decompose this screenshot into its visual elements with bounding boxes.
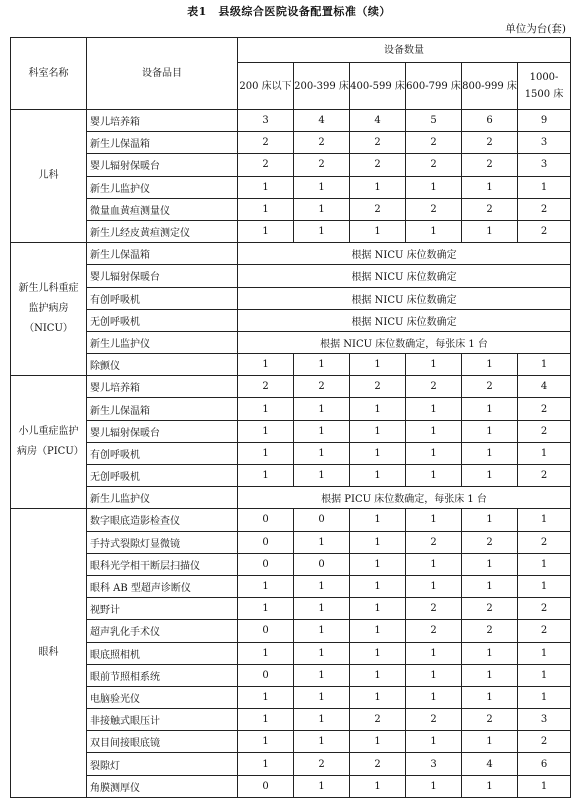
quantity-cell: 2: [350, 753, 406, 775]
equipment-item: 无创呼吸机: [87, 309, 238, 331]
quantity-cell: 1: [518, 664, 571, 686]
quantity-cell: 1: [462, 575, 518, 597]
quantity-cell: 1: [350, 509, 406, 531]
quantity-cell: 4: [294, 110, 350, 132]
quantity-cell: 1: [238, 709, 294, 731]
quantity-cell: 4: [518, 376, 571, 398]
quantity-cell: 1: [350, 420, 406, 442]
table-row: [11, 331, 571, 353]
quantity-cell: 1: [238, 176, 294, 198]
quantity-cell: 1: [238, 598, 294, 620]
quantity-cell: 1: [350, 775, 406, 797]
quantity-cell: 1: [294, 598, 350, 620]
quantity-cell: 3: [518, 154, 571, 176]
quantity-cell: 2: [238, 132, 294, 154]
quantity-cell: 2: [406, 531, 462, 553]
quantity-cell: 1: [350, 176, 406, 198]
quantity-cell: 1: [406, 553, 462, 575]
equipment-item: 新生儿经皮黄疸测定仪: [87, 220, 238, 242]
quantity-cell: 1: [518, 775, 571, 797]
quantity-cell: 1: [462, 465, 518, 487]
quantity-cell: 1: [238, 198, 294, 220]
quantity-cell: 1: [350, 686, 406, 708]
quantity-cell: 2: [518, 531, 571, 553]
quantity-cell: 1: [238, 731, 294, 753]
quantity-cell: 1: [462, 664, 518, 686]
quantity-cell: 2: [406, 376, 462, 398]
quantity-cell: 2: [462, 376, 518, 398]
quantity-cell: 1: [294, 198, 350, 220]
quantity-cell: 1: [462, 686, 518, 708]
quantity-cell: 1: [462, 420, 518, 442]
quantity-cell: 6: [518, 753, 571, 775]
equipment-item: 眼科光学相干断层扫描仪: [87, 553, 238, 575]
quantity-cell: 1: [406, 509, 462, 531]
quantity-cell: 3: [518, 709, 571, 731]
quantity-cell: 1: [462, 731, 518, 753]
table-row: [11, 287, 571, 309]
quantity-cell: 4: [462, 753, 518, 775]
equipment-item: 除颤仪: [87, 354, 238, 376]
header-dept: 科室名称: [11, 38, 87, 110]
equipment-item: 数字眼底造影检查仪: [87, 509, 238, 531]
table-row: [11, 442, 571, 464]
quantity-cell: 2: [294, 753, 350, 775]
equipment-item: 无创呼吸机: [87, 465, 238, 487]
quantity-cell: 1: [406, 642, 462, 664]
equipment-item: 婴儿培养箱: [87, 110, 238, 132]
quantity-cell: 1: [406, 775, 462, 797]
quantity-cell: 2: [350, 154, 406, 176]
quantity-cell: 1: [406, 465, 462, 487]
table-row: [11, 354, 571, 376]
quantity-cell: 1: [294, 398, 350, 420]
quantity-cell: 1: [238, 686, 294, 708]
quantity-cell: 2: [518, 420, 571, 442]
quantity-cell: 1: [350, 575, 406, 597]
table-row: [11, 376, 571, 398]
quantity-cell: 1: [462, 642, 518, 664]
quantity-cell: 2: [462, 132, 518, 154]
quantity-cell: 2: [350, 132, 406, 154]
quantity-cell: 1: [518, 354, 571, 376]
quantity-cell: 1: [238, 465, 294, 487]
quantity-cell: 2: [518, 598, 571, 620]
quantity-cell: 2: [294, 154, 350, 176]
table-title: 表1 县级综合医院设备配置标准（续）: [187, 5, 391, 18]
quantity-cell: 1: [350, 664, 406, 686]
quantity-cell: 1: [294, 531, 350, 553]
quantity-cell: 1: [518, 642, 571, 664]
equipment-item: 新生儿保温箱: [87, 398, 238, 420]
quantity-cell: 2: [518, 198, 571, 220]
quantity-cell: 1: [294, 642, 350, 664]
header-quantity: 设备数量: [238, 38, 571, 63]
table-row: [11, 132, 571, 154]
table-row: [11, 686, 571, 708]
table-row: [11, 176, 571, 198]
header-beds-0: 200 床以下: [238, 63, 294, 110]
quantity-cell: 1: [350, 642, 406, 664]
department-name: 眼科: [11, 509, 87, 797]
table-row: [11, 243, 571, 265]
equipment-item: 有创呼吸机: [87, 442, 238, 464]
quantity-cell: 1: [294, 442, 350, 464]
quantity-cell: 1: [406, 664, 462, 686]
equipment-item: 新生儿监护仪: [87, 176, 238, 198]
table-row: [11, 642, 571, 664]
quantity-cell: 2: [462, 154, 518, 176]
table-row: [11, 198, 571, 220]
quantity-cell: 1: [238, 398, 294, 420]
quantity-note: 根据 NICU 床位数确定: [238, 265, 571, 287]
quantity-cell: 1: [406, 442, 462, 464]
quantity-cell: 1: [294, 176, 350, 198]
department-name: 儿科: [11, 110, 87, 243]
header-beds-5: 1000-1500 床: [518, 63, 571, 110]
quantity-cell: 1: [350, 598, 406, 620]
table-row: [11, 598, 571, 620]
department-name: 小儿重症监护病房（PICU）: [11, 376, 87, 509]
equipment-item: 眼前节照相系统: [87, 664, 238, 686]
table-row: [11, 709, 571, 731]
table-row: [11, 509, 571, 531]
quantity-cell: 2: [406, 598, 462, 620]
quantity-cell: 2: [350, 709, 406, 731]
equipment-item: 有创呼吸机: [87, 287, 238, 309]
quantity-cell: 2: [294, 376, 350, 398]
quantity-cell: 1: [294, 664, 350, 686]
quantity-cell: 2: [462, 198, 518, 220]
quantity-cell: 1: [350, 442, 406, 464]
table-row: [11, 220, 571, 242]
equipment-item: 角膜测厚仪: [87, 775, 238, 797]
quantity-cell: 0: [238, 553, 294, 575]
quantity-note: 根据 NICU 床位数确定: [238, 287, 571, 309]
quantity-note: 根据 PICU 床位数确定，每张床 1 台: [238, 487, 571, 509]
quantity-cell: 1: [294, 220, 350, 242]
quantity-cell: 1: [406, 575, 462, 597]
quantity-cell: 2: [350, 198, 406, 220]
quantity-cell: 1: [294, 620, 350, 642]
header-beds-4: 800-999 床: [462, 63, 518, 110]
equipment-item: 婴儿辐射保暖台: [87, 420, 238, 442]
quantity-cell: 1: [238, 220, 294, 242]
equipment-table: [10, 37, 571, 798]
equipment-item: 视野计: [87, 598, 238, 620]
quantity-cell: 3: [406, 753, 462, 775]
table-row: [11, 154, 571, 176]
quantity-cell: 2: [406, 620, 462, 642]
quantity-note: 根据 NICU 床位数确定: [238, 309, 571, 331]
quantity-cell: 1: [294, 354, 350, 376]
quantity-cell: 1: [406, 398, 462, 420]
quantity-cell: 1: [238, 642, 294, 664]
quantity-cell: 1: [294, 775, 350, 797]
header-item: 设备品目: [87, 38, 238, 110]
table-row: [11, 487, 571, 509]
table-body: [11, 110, 571, 798]
table-row: [11, 753, 571, 775]
quantity-cell: 2: [406, 154, 462, 176]
quantity-cell: 1: [462, 775, 518, 797]
table-row: [11, 620, 571, 642]
equipment-item: 婴儿培养箱: [87, 376, 238, 398]
table-row: [11, 398, 571, 420]
table-row: [11, 664, 571, 686]
equipment-item: 新生儿保温箱: [87, 132, 238, 154]
quantity-cell: 1: [238, 420, 294, 442]
quantity-cell: 2: [238, 154, 294, 176]
quantity-cell: 2: [406, 132, 462, 154]
quantity-cell: 1: [350, 531, 406, 553]
quantity-cell: 1: [518, 553, 571, 575]
quantity-cell: 2: [518, 620, 571, 642]
quantity-cell: 5: [406, 110, 462, 132]
table-row: [11, 309, 571, 331]
table-row: [11, 420, 571, 442]
quantity-cell: 1: [350, 465, 406, 487]
quantity-cell: 2: [294, 132, 350, 154]
quantity-cell: 1: [294, 709, 350, 731]
quantity-cell: 2: [518, 220, 571, 242]
quantity-cell: 1: [518, 686, 571, 708]
equipment-item: 手持式裂隙灯显微镜: [87, 531, 238, 553]
table-row: [11, 775, 571, 797]
quantity-cell: 1: [462, 354, 518, 376]
quantity-cell: 0: [238, 509, 294, 531]
table-row: [11, 731, 571, 753]
equipment-item: 新生儿监护仪: [87, 487, 238, 509]
quantity-cell: 0: [238, 620, 294, 642]
quantity-cell: 1: [406, 354, 462, 376]
equipment-item: 非接触式眼压计: [87, 709, 238, 731]
table-row: [11, 575, 571, 597]
quantity-cell: 1: [462, 220, 518, 242]
unit-note: 单位为台(套): [505, 23, 566, 35]
quantity-cell: 0: [238, 775, 294, 797]
header-beds-2: 400-599 床: [350, 63, 406, 110]
quantity-cell: 2: [350, 376, 406, 398]
quantity-cell: 1: [294, 575, 350, 597]
quantity-cell: 1: [238, 575, 294, 597]
quantity-cell: 1: [462, 176, 518, 198]
quantity-cell: 1: [462, 398, 518, 420]
quantity-cell: 1: [462, 553, 518, 575]
quantity-cell: 1: [462, 442, 518, 464]
equipment-item: 新生儿保温箱: [87, 243, 238, 265]
quantity-cell: 2: [518, 398, 571, 420]
quantity-cell: 1: [350, 398, 406, 420]
quantity-cell: 1: [406, 176, 462, 198]
quantity-cell: 0: [294, 553, 350, 575]
table-row: [11, 553, 571, 575]
quantity-cell: 1: [406, 420, 462, 442]
quantity-note: 根据 NICU 床位数确定，每张床 1 台: [238, 331, 571, 353]
quantity-cell: 1: [406, 731, 462, 753]
quantity-note: 根据 NICU 床位数确定: [238, 243, 571, 265]
table-row: [11, 531, 571, 553]
equipment-item: 电脑验光仪: [87, 686, 238, 708]
equipment-item: 超声乳化手术仪: [87, 620, 238, 642]
equipment-item: 微量血黄疸测量仪: [87, 198, 238, 220]
quantity-cell: 2: [518, 465, 571, 487]
header-beds-3: 600-799 床: [406, 63, 462, 110]
quantity-cell: 1: [350, 553, 406, 575]
quantity-cell: 1: [350, 731, 406, 753]
quantity-cell: 1: [350, 220, 406, 242]
quantity-cell: 2: [238, 376, 294, 398]
equipment-item: 双目间接眼底镜: [87, 731, 238, 753]
quantity-cell: 2: [462, 709, 518, 731]
quantity-cell: 1: [238, 442, 294, 464]
quantity-cell: 1: [406, 686, 462, 708]
table-row: [11, 465, 571, 487]
quantity-cell: 1: [518, 575, 571, 597]
quantity-cell: 1: [238, 753, 294, 775]
quantity-cell: 1: [294, 731, 350, 753]
quantity-cell: 4: [350, 110, 406, 132]
table-row: [11, 265, 571, 287]
header-beds-1: 200-399 床: [294, 63, 350, 110]
quantity-cell: 2: [406, 709, 462, 731]
equipment-item: 婴儿辐射保暖台: [87, 154, 238, 176]
quantity-cell: 3: [238, 110, 294, 132]
equipment-item: 新生儿监护仪: [87, 331, 238, 353]
quantity-cell: 2: [518, 731, 571, 753]
equipment-item: 裂隙灯: [87, 753, 238, 775]
equipment-item: 婴儿辐射保暖台: [87, 265, 238, 287]
quantity-cell: 1: [294, 420, 350, 442]
quantity-cell: 1: [406, 220, 462, 242]
quantity-cell: 2: [406, 198, 462, 220]
quantity-cell: 0: [238, 531, 294, 553]
equipment-item: 眼科 AB 型超声诊断仪: [87, 575, 238, 597]
quantity-cell: 1: [294, 686, 350, 708]
quantity-cell: 6: [462, 110, 518, 132]
quantity-cell: 0: [294, 509, 350, 531]
quantity-cell: 2: [462, 531, 518, 553]
equipment-item: 眼底照相机: [87, 642, 238, 664]
department-name: 新生儿科重症监护病房（NICU）: [11, 243, 87, 376]
quantity-cell: 9: [518, 110, 571, 132]
quantity-cell: 2: [462, 598, 518, 620]
quantity-cell: 1: [350, 620, 406, 642]
quantity-cell: 0: [238, 664, 294, 686]
quantity-cell: 1: [350, 354, 406, 376]
quantity-cell: 1: [518, 509, 571, 531]
table-row: [11, 110, 571, 132]
quantity-cell: 1: [294, 465, 350, 487]
quantity-cell: 2: [462, 620, 518, 642]
quantity-cell: 1: [518, 442, 571, 464]
quantity-cell: 1: [462, 509, 518, 531]
quantity-cell: 3: [518, 132, 571, 154]
quantity-cell: 1: [238, 354, 294, 376]
quantity-cell: 1: [518, 176, 571, 198]
